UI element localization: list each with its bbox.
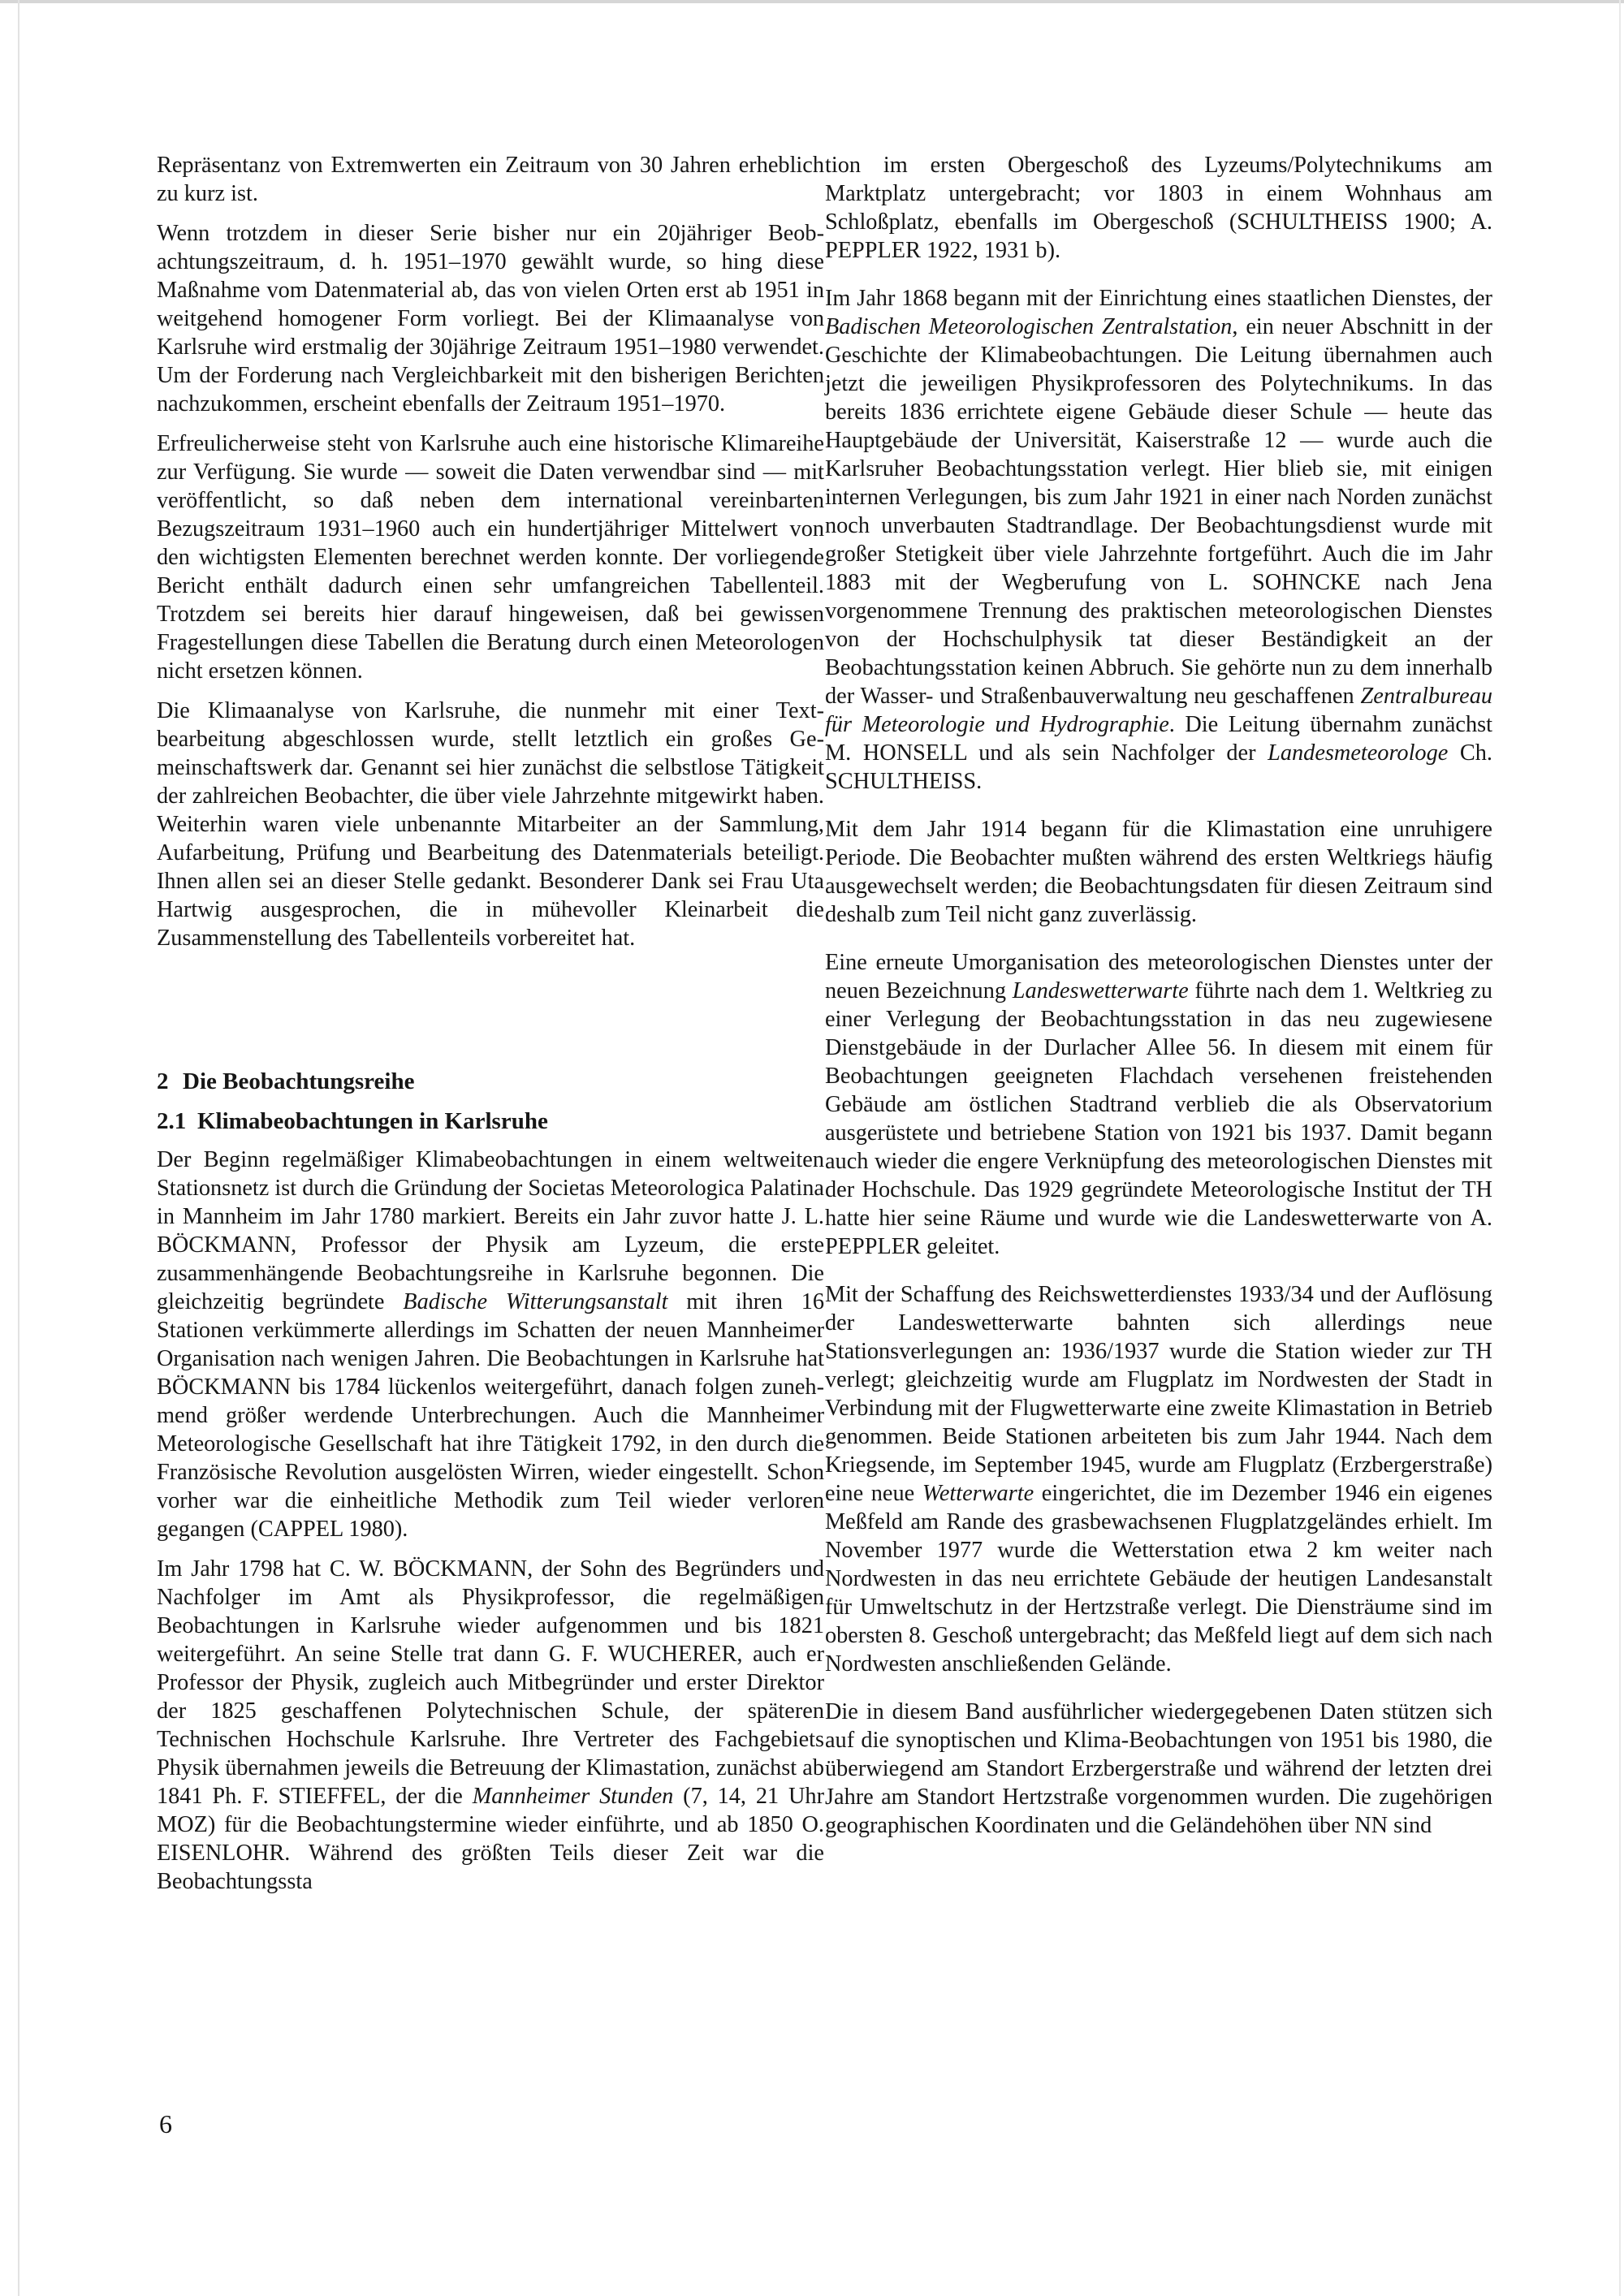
text-run: (7, 14, 21 Uhr MOZ) für die Beobachtungstermine wieder einführte, und ab 1850 O. EISENLOHR. Während des größten Teils dieser Zeit war die Beobachtungssta xyxy=(157,1784,824,1894)
paragraph: Repräsentanz von Extremwerten ein Zeitraum von 30 Jahren erheblich zu kurz ist. xyxy=(157,153,824,206)
paragraph xyxy=(157,1555,824,1896)
text-run: Eine erneute Umorganisation des meteorologischen Dienstes unter der neuen Bezeichnung xyxy=(825,950,1492,1003)
page-number: 6 xyxy=(159,2109,172,2138)
text-run: Ch. SCHULTHEISS. xyxy=(825,740,1492,794)
paragraph-gap xyxy=(825,276,1492,284)
section-title: Die Beobachtungsreihe xyxy=(183,1068,415,1094)
paragraph: Die in diesem Band ausführlicher wiedergegebenen Daten stützen sich auf die synoptischen und Klima-Beobachtungen von 1951 bis 1980, die überwiegend am Standort Erzbergerstraße und während der letzten drei Jahre am Standort Hertzstraße vorgenommen wurden. Die zugehörigen geographischen Koordinaten und die Geländehöhen über NN sind xyxy=(825,1699,1492,1838)
text-run: Der Beginn regelmäßiger Klimabeobachtungen in einem weltweiten Stationsnetz ist durch die Gründung der Societas Meteorologica Palatina in Mannheim im Jahr 1780 markiert. Bereits ein Jahr zuvor hatte J. L. BÖCKMANN, Professor der Physik am Lyzeum, die erste zusammenhängende Beobachtungsreihe in Karlsruhe begonnen. Die gleichzeitig begründete xyxy=(157,1147,824,1314)
paragraph xyxy=(825,1280,1492,1678)
scan-edge-right xyxy=(1619,0,1621,2296)
text-run: Mit der Schaffung des Reichswetterdienstes 1933/34 und der Auflösung der Landeswetterwarte bahnten sich allerdings neue Stationsverlegungen an: 1936/1937 wurde die Station wieder zur TH verlegt; gleichzeitig wurde am Flugplatz im Nordwesten der Stadt in Verbindung mit der Flugwetterwarte eine zweite Klimastation in Betrieb genommen. Beide Stationen arbeiteten bis zum Jahr 1944. Nach dem Kriegsende, im September 1945, wurde am Flugplatz (Erzbergerstraße) eine neue xyxy=(825,1282,1492,1506)
text-run: eingerichtet, die im Dezember 1946 ein eigenes Meßfeld am Rande des grasbewachsenen Flugplatzgeländes erhielt. Im November 1977 wurde die Wetterstation etwa 2 km weiter nach Nordwesten in das neu errichtete Gebäude der heutigen Landesanstalt für Umweltschutz in der Hertzstraße verlegt. Die Diensträume sind im obersten 8. Geschoß untergebracht; das Meßfeld liegt auf dem sich nach Nordwesten anschließenden Gelände. xyxy=(825,1481,1492,1677)
italic-term: Landeswetterwarte xyxy=(1012,978,1189,1003)
italic-term: Zentralbureau für Meteorologie und Hydrographie xyxy=(825,684,1492,737)
paragraph-gap xyxy=(825,940,1492,948)
paragraph xyxy=(825,948,1492,1261)
left-column xyxy=(157,151,824,1907)
text-run: . Die Leitung übernahm zunächst M. HONSELL und als sein Nachfolger der xyxy=(825,712,1492,766)
paragraph xyxy=(157,1146,824,1543)
scan-edge-left xyxy=(18,0,19,2296)
paragraph: Mit dem Jahr 1914 begann für die Klimastation eine unruhigere Periode. Die Beobachter mußten während des ersten Weltkriegs häufig ausgewechselt werden; die Beobachtungsdaten für diesen Zeitraum sind deshalb zum Teil nicht ganz zuverlässig. xyxy=(825,817,1492,927)
paragraph-gap xyxy=(825,1690,1492,1698)
section-heading xyxy=(157,1068,824,1096)
paragraph-gap xyxy=(825,807,1492,815)
paragraph: tion im ersten Obergeschoß des Lyzeums/Polytechnikums am Marktplatz untergebracht; vor 1803 in einem Wohnhaus am Schloßplatz, ebenfalls im Obergeschoß (SCHULTHEISS 1900; A. PEPPLER 1922, 1931 b). xyxy=(825,153,1492,263)
column-spacer xyxy=(157,964,824,1068)
paragraph xyxy=(825,284,1492,796)
paragraph: Erfreulicherweise steht von Karlsruhe auch eine historische Klimareihe zur Verfügung. Sie wurde — soweit die Daten verwendbar sind — mit veröffentlicht, so daß neben dem international vereinbarten Bezugszeitraum 1931–1960 auch ein hundertjähriger Mittelwert von den wichtigsten Elementen berechnet werden konnte. Der vorliegende Bericht enthält dadurch einen sehr umfangreichen Tabellenteil. Trotzdem sei bereits hier darauf hingeweisen, daß bei gewissen Fragestellungen diese Tabellen die Beratung durch einen Meteorologen nicht ersetzen können. xyxy=(157,431,824,684)
italic-term: Badischen Meteorologischen Zentralstation xyxy=(825,314,1233,339)
subsection-number: 2.1 xyxy=(157,1108,187,1134)
right-column xyxy=(825,151,1492,1851)
text-run: , ein neuer Abschnitt in der Geschichte der Klimabeobachtungen. Die Leitung übernahmen auch jetzt die jeweiligen Physikprofessoren des Polytechnikums. In das bereits 1836 errichtete eigene Gebäude dieser Schule — heute das Hauptgebäude der Universität, Kaiserstraße 12 — wurde auch die Karlsruher Beobachtungsstation verlegt. Hier blieb sie, mit einigen internen Verlegungen, bis zum Jahr 1921 in einer nach Norden zunächst noch unverbauten Stadtrandlage. Der Beobachtungsdienst wurde mit großer Stetigkeit über viele Jahrzehnte fortgeführt. Auch die im Jahr 1883 mit der Wegberufung von L. SOHNCKE nach Jena vorgenommene Trennung des praktischen meteorologischen Dienstes von der Hochschulphysik tat dieser Beständigkeit an der Beobachtungsstation keinen Abbruch. Sie gehörte nun zu dem innerhalb der Wasser- und Straßenbauverwaltung neu geschaffenen xyxy=(825,314,1492,709)
italic-term: Landesmeteorologe xyxy=(1268,740,1449,766)
subsection-title: Klimabeobachtungen in Karlsruhe xyxy=(197,1108,548,1134)
italic-term: Badische Witterungsanstalt xyxy=(403,1289,668,1314)
paragraph: Wenn trotzdem in dieser Serie bisher nur ein 20jähriger Beobachtungszeitraum, d. h. 1951–1970 gewählt wurde, so hing diese Maßnahme vom Datenmaterial ab, das von vielen Orten erst ab 1951 in weitgehend homogener Form vorliegt. Bei der Klimaanalyse von Karlsruhe wird erstmalig der 30jährige Zeitraum 1951–1980 verwendet. Um der Forderung nach Vergleichbarkeit mit den bisherigen Berichten nachzukommen, erscheint ebenfalls der Zeitraum 1951–1970. xyxy=(157,221,824,416)
text-run: führte nach dem 1. Weltkrieg zu einer Verlegung der Beobachtungsstation in das neu zugewiesene Dienstgebäude in der Durlacher Allee 56. In diesem mit einem für Beobachtungen geeigneten Flachdach versehenen freistehenden Gebäude am östlichen Stadtrand verblieb die als Observatorium ausgerüstete und betriebene Station von 1921 bis 1937. Damit begann auch wieder die engere Verknüpfung des meteorologischen Dienstes mit der Hochschule. Das 1929 gegründete Meteorologische Institut der TH hatte hier seine Räume und wurde wie die Landeswetterwarte von A. PEPPLER geleitet. xyxy=(825,978,1492,1259)
paragraph: Die Klimaanalyse von Karlsruhe, die nunmehr mit einer Textbearbeitung abgeschlossen wurde, stellt letztlich ein großes Gemeinschaftswerk dar. Genannt sei hier zunächst die selbstlose Tätigkeit der zahlreichen Beobachter, die über viele Jahrzehnte mitgewirkt haben. Weiterhin waren viele unbenannte Mitarbeiter an der Sammlung, Aufarbeitung, Prüfung und Bearbeitung des Datenmaterials beteiligt. Ihnen allen sei an dieser Stelle gedankt. Besonderer Dank sei Frau Uta Hartwig ausgesprochen, die in mühevoller Kleinarbeit die Zusammenstellung des Tabellenteils vorbereitet hat. xyxy=(157,698,824,951)
paragraph-gap xyxy=(825,1272,1492,1280)
scan-edge-top xyxy=(0,0,1624,3)
italic-term: Mannheimer Stunden xyxy=(472,1784,674,1809)
text-run: Im Jahr 1798 hat C. W. BÖCKMANN, der Sohn des Begründers und Nachfolger im Amt als Physikprofessor, die regelmäßigen Beobachtungen in Karlsruhe wieder aufgenommen und bis 1821 weitergeführt. An seine Stelle trat dann G. F. WUCHERER, auch er Professor der Physik, zugleich auch Mitbegründer und erster Direktor der 1825 geschaffenen Polytechnischen Schule, der späteren Technischen Hochschule Karlsruhe. Ihre Vertreter des Fachgebiets Physik übernahmen jeweils die Betreuung der Klimastation, zunächst ab 1841 Ph. F. STIEFFEL, der die xyxy=(157,1556,824,1809)
text-run: mit ihren 16 Stationen verkümmerte allerdings im Schatten der neuen Mannheimer Organisation nach wenigen Jahren. Die Beobachtungen in Karlsruhe hat BÖCKMANN bis 1784 lückenlos weitergeführt, danach folgen zunehmend größer werdende Unterbrechungen. Auch die Mannheimer Meteorologische Gesellschaft hat ihre Tätigkeit 1792, in den durch die Französische Revolution ausgelösten Wirren, wieder eingestellt. Schon vorher war die einheitliche Methodik zum Teil wieder verloren gegangen (CAPPEL 1980). xyxy=(157,1289,824,1542)
text-run: Im Jahr 1868 begann mit der Einrichtung eines staatlichen Dienstes, der xyxy=(825,286,1492,311)
subsection-heading xyxy=(157,1107,824,1136)
italic-term: Wetterwarte xyxy=(922,1481,1034,1506)
section-number: 2 xyxy=(157,1068,169,1094)
